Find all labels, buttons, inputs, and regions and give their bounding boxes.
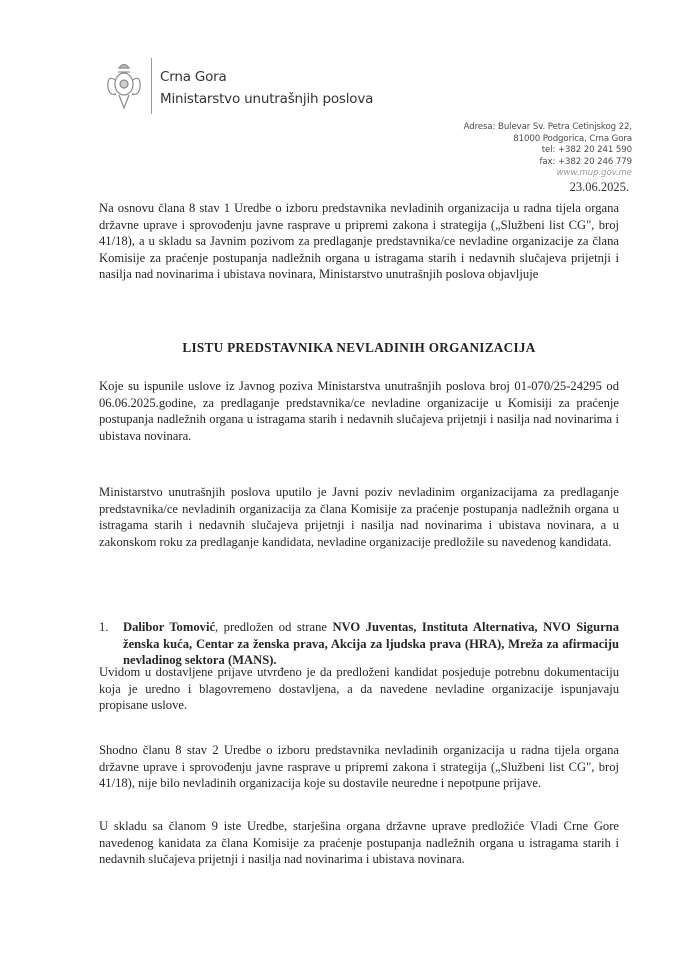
ministry-name: Ministarstvo unutrašnjih poslova	[160, 91, 374, 107]
candidate-list-item	[99, 619, 619, 669]
header-divider	[151, 58, 152, 114]
paragraph-no-irregular: Shodno članu 8 stav 2 Uredbe o izboru predstavnika nevladinih organizacija u radna tijela organa državne uprave i sprovođenju javne rasprave u pripremi zakona i strategija („Službeni list CG", broj 41/18), nije bilo nevladinih organizacija koje su dostavile neuredne i nepotpune prijave.	[99, 743, 619, 791]
fax-number: fax: +382 20 246 779	[539, 156, 632, 167]
header-organization	[160, 66, 373, 110]
candidate-name: Dalibor Tomović	[123, 620, 216, 634]
website-link: www.mup.gov.me	[556, 168, 632, 178]
paragraph-conclusion: U skladu sa članom 9 iste Uredbe, starješina organa državne uprave predložiće Vladi Crne Gore navedenog kanidata za člana Komisije za praćenje postupanja nadležnih organa u istragama starih i nedavnih slučajeva prijetnji i nasilja nad novinarima i ubistava novinara.	[99, 819, 619, 867]
address-block	[464, 122, 632, 180]
paragraph-verification: Uvidom u dostavljene prijave utvrđeno je da predloženi kandidat posjeduje potrebnu dokumentaciju koja je uredno i blagovremeno dostavljena, a da navedene nevladine organizacije ispunjavaju propisane uslove.	[99, 665, 619, 713]
document-title: LISTU PREDSTAVNIKA NEVLADINIH ORGANIZACIJA	[182, 340, 536, 355]
country-name: Crna Gora	[160, 69, 227, 85]
phone-number: tel: +382 20 241 590	[541, 145, 632, 155]
candidate-organizations: NVO Juventas, Instituta Alternativa, NVO Sigurna ženska kuća, Centar za ženska prava, Akcija za ljudska prava (HRA), Mreža za afirmaciju nevladinog sektora (MANS).	[123, 620, 619, 668]
document-date: 23.06.2025.	[569, 180, 629, 194]
address-city: 81000 Podgorica, Crna Gora	[513, 133, 632, 144]
intro-paragraph: Na osnovu člana 8 stav 1 Uredbe o izboru predstavnika nevladinih organizacija u radna tijela organa državne uprave i sprovođenju javne rasprave u pripremi zakona i strategija („Službeni list CG", broj 41/18), a u skladu sa Javnim pozivom za predlaganje predstavnika/ce nevladine organizacije za člana Komisije za praćenje postupanja nadležnih organa u istragama starih i nedavnih slučajeva prijetnji i nasilja nad novinarima i ubistava novinara, Ministarstvo unutrašnjih poslova objavljuje	[99, 201, 619, 282]
paragraph-eligibility: Koje su ispunile uslove iz Javnog poziva Ministarstva unutrašnjih poslova broj 01-070/25-24295 od 06.06.2025.godine, za predlaganje predstavnika/ce nevladine organizacije u Komisiji za praćenje postupanja nadležnih organa u istragama starih i nedavnih slučajeva prijetnji i nasilja nad novinarima i ubistava novinara.	[99, 379, 619, 443]
candidate-connector: , predložen od strane	[215, 620, 333, 634]
coat-of-arms-icon	[106, 60, 142, 112]
candidate-number: 1.	[99, 620, 109, 634]
paragraph-public-call: Ministarstvo unutrašnjih poslova uputilo je Javni poziv nevladinim organizacijama za predlaganje predstavnika/ce nevladinih organizacija za člana Komisije za praćenje postupanja nadležnih organa u istragama starih i nedavnih slučajeva prijetnji i nasilja nad novinarima i ubistava novinara, a u zakonskom roku za predlaganje kandidata, nevladine organizacije predložile su navedenog kandidata.	[99, 485, 619, 549]
address-street: Adresa: Bulevar Sv. Petra Cetinjskog 22,	[463, 122, 632, 132]
